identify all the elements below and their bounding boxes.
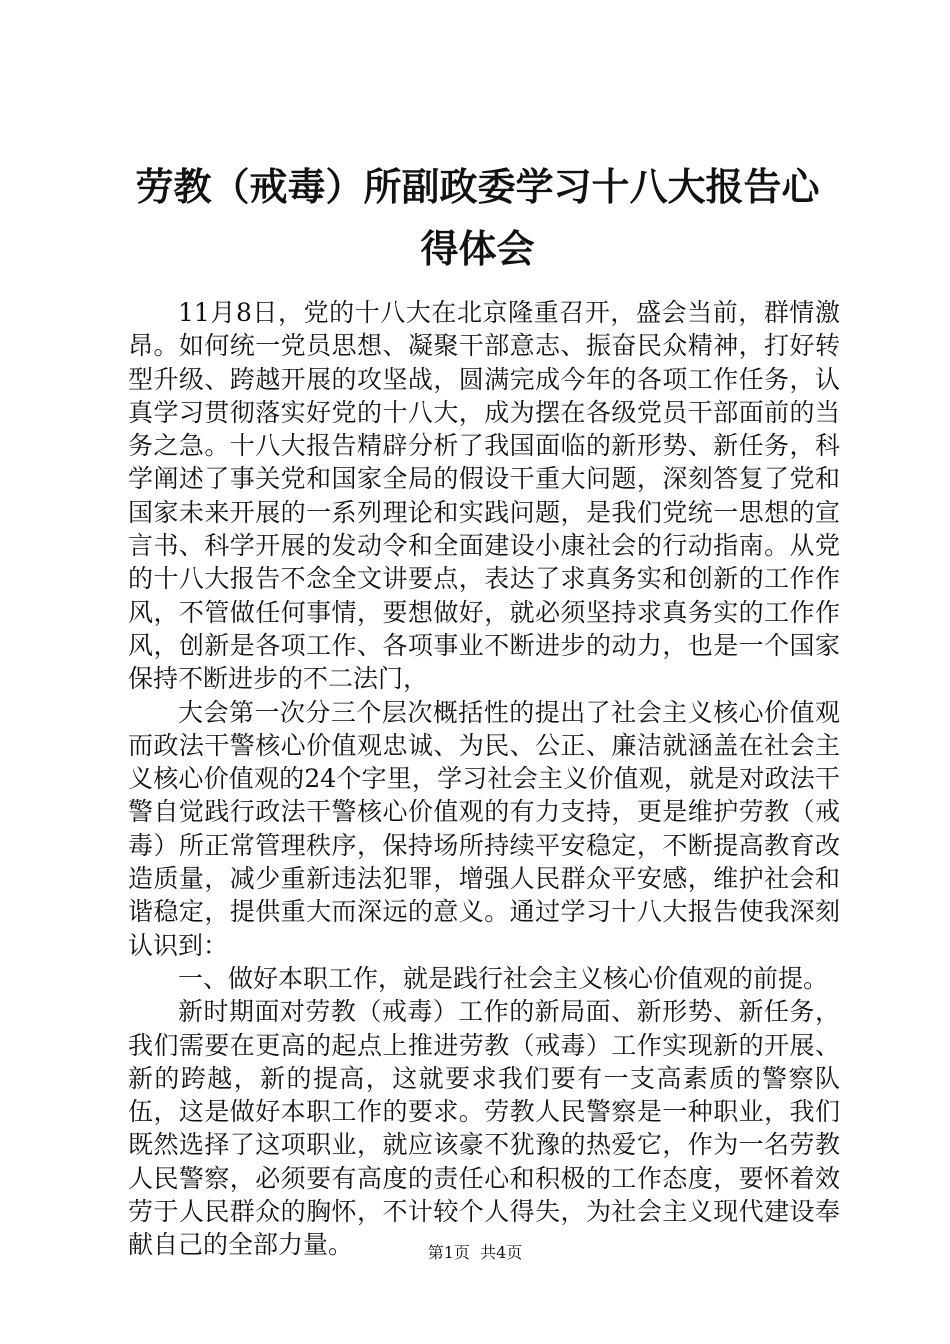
document-title: 劳教（戒毒）所副政委学习十八大报告心得体会 xyxy=(135,164,820,271)
paragraph-2: 大会第一次分三个层次概括性的提出了社会主义核心价值观而政法干警核心价值观忠诚、为民、公正、廉洁就涵盖在社会主义核心价值观的24个字里，学习社会主义价值观，就是对政法干警自觉践行政法干警核心价值观的有力支持，更是维护劳教（戒毒）所正常管理秩序，保持场所持续平安稳定，不断提高教育改造质量，减少重新违法犯罪，增强人民群众平安感，维护社会和谐稳定，提供重大而深远的意义。通过学习十八大报告使我深刻认识到： xyxy=(128,697,840,960)
paragraph-1: 11月8日，党的十八大在北京隆重召开，盛会当前，群情激昂。如何统一党员思想、凝聚干部意志、振奋民众精神，打好转型升级、跨越开展的攻坚战，圆满完成今年的各项工作任务，认真学习贯彻落实好党的十八大，成为摆在各级党员干部面前的当务之急。十八大报告精辟分析了我国面临的新形势、新任务，科学阐述了事关党和国家全局的假设干重大问题，深刻答复了党和国家未来开展的一系列理论和实践问题，是我们党统一思想的宣言书、科学开展的发动令和全面建设小康社会的行动指南。从党的十八大报告不念全文讲要点，表达了求真务实和创新的工作作风，不管做任何事情，要想做好，就必须坚持求真务实的工作作风，创新是各项工作、各项事业不断进步的动力，也是一个国家保持不断进步的不二法门， xyxy=(128,298,840,694)
paragraph-3-heading: 一、做好本职工作，就是践行社会主义核心价值观的前提。 xyxy=(178,963,829,993)
paragraph-4: 新时期面对劳教（戒毒）工作的新局面、新形势、新任务，我们需要在更高的起点上推进劳教（戒毒）工作实现新的开展、新的跨越，新的提高，这就要求我们要有一支高素质的警察队伍，这是做好本职工作的要求。劳教人民警察是一种职业，我们既然选择了这项职业，就应该豪不犹豫的热爱它，作为一名劳教人民警察，必须要有高度的责任心和积极的工作态度，要怀着效劳于人民群众的胸怀，不计较个人得失，为社会主义现代建设奉献自己的全部力量。 xyxy=(128,997,840,1260)
document-body xyxy=(128,296,840,1262)
page-footer xyxy=(0,1243,950,1263)
page-number-label: 第1页 共4页 xyxy=(427,1243,523,1262)
